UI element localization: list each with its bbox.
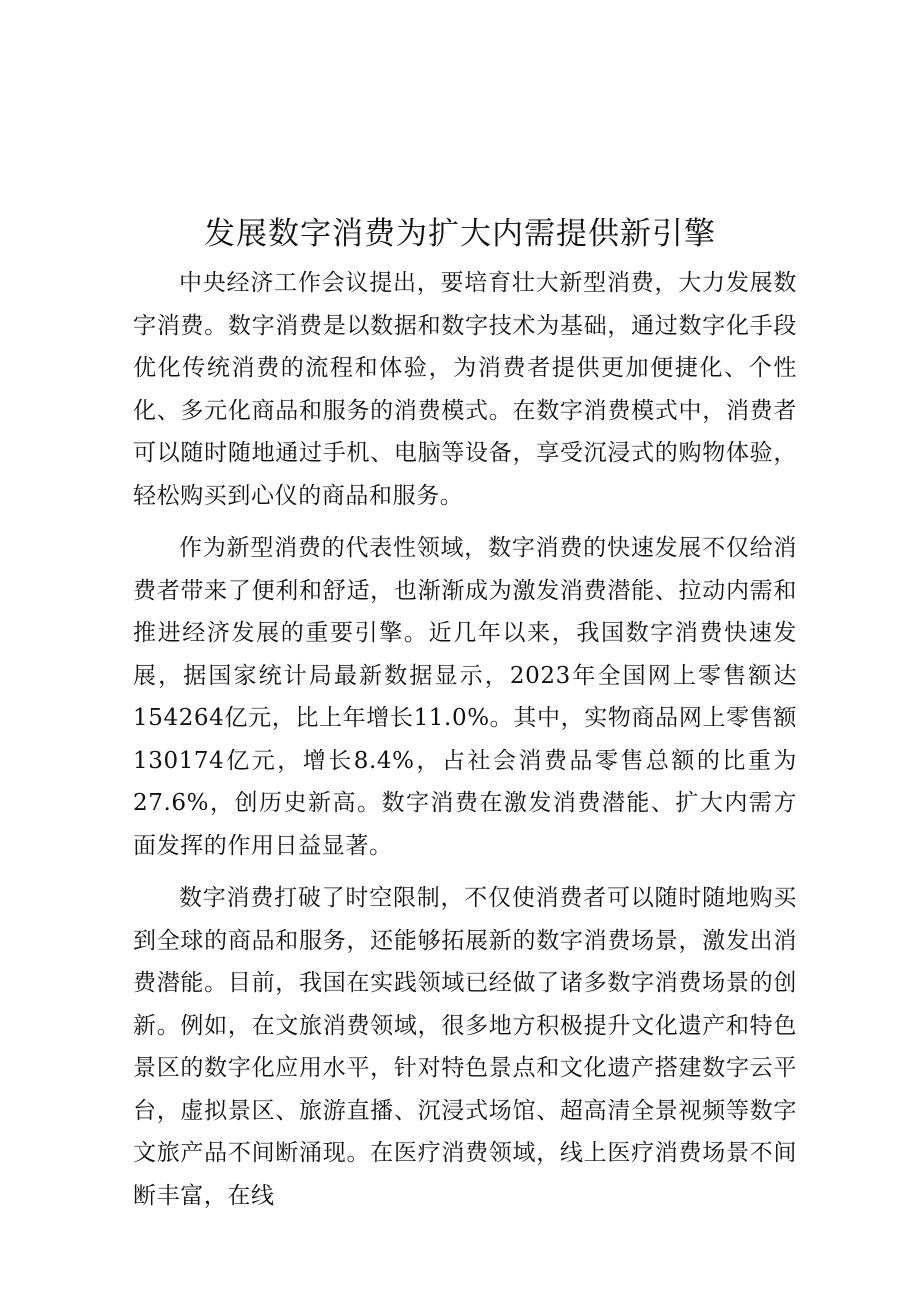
article-body [133,262,797,1217]
paragraph-1: 中央经济工作会议提出，要培育壮大新型消费，大力发展数字消费。数字消费是以数据和数字技术为基础，通过数字化手段优化传统消费的流程和体验，为消费者提供更加便捷化、个性化、多元化商品和服务的消费模式。在数字消费模式中，消费者可以随时随地通过手机、电脑等设备，享受沉浸式的购物体验，轻松购买到心仪的商品和服务。 [133,270,797,509]
paragraph-2: 作为新型消费的代表性领域，数字消费的快速发展不仅给消费者带来了便利和舒适，也渐渐成为激发消费潜能、拉动内需和推进经济发展的重要引擎。近几年以来，我国数字消费快速发展，据国家统计局最新数据显示，2023年全国网上零售额达154264亿元，比上年增长11.0%。其中，实物商品网上零售额130174亿元，增长8.4%，占社会消费品零售总额的比重为27.6%，创历史新高。数字消费在激发消费潜能、扩大内需方面发挥的作用日益显著。 [133,535,797,859]
paragraph-3: 数字消费打破了时空限制，不仅使消费者可以随时随地购买到全球的商品和服务，还能够拓展新的数字消费场景，激发出消费潜能。目前，我国在实践领域已经做了诸多数字消费场景的创新。例如，在文旅消费领域，很多地方积极提升文化遗产和特色景区的数字化应用水平，针对特色景点和文化遗产搭建数字云平台，虚拟景区、旅游直播、沉浸式场馆、超高清全景视频等数字文旅产品不间断涌现。在医疗消费领域，线上医疗消费场景不间断丰富，在线 [133,885,797,1209]
article-title: 发展数字消费为扩大内需提供新引擎 [204,216,716,252]
